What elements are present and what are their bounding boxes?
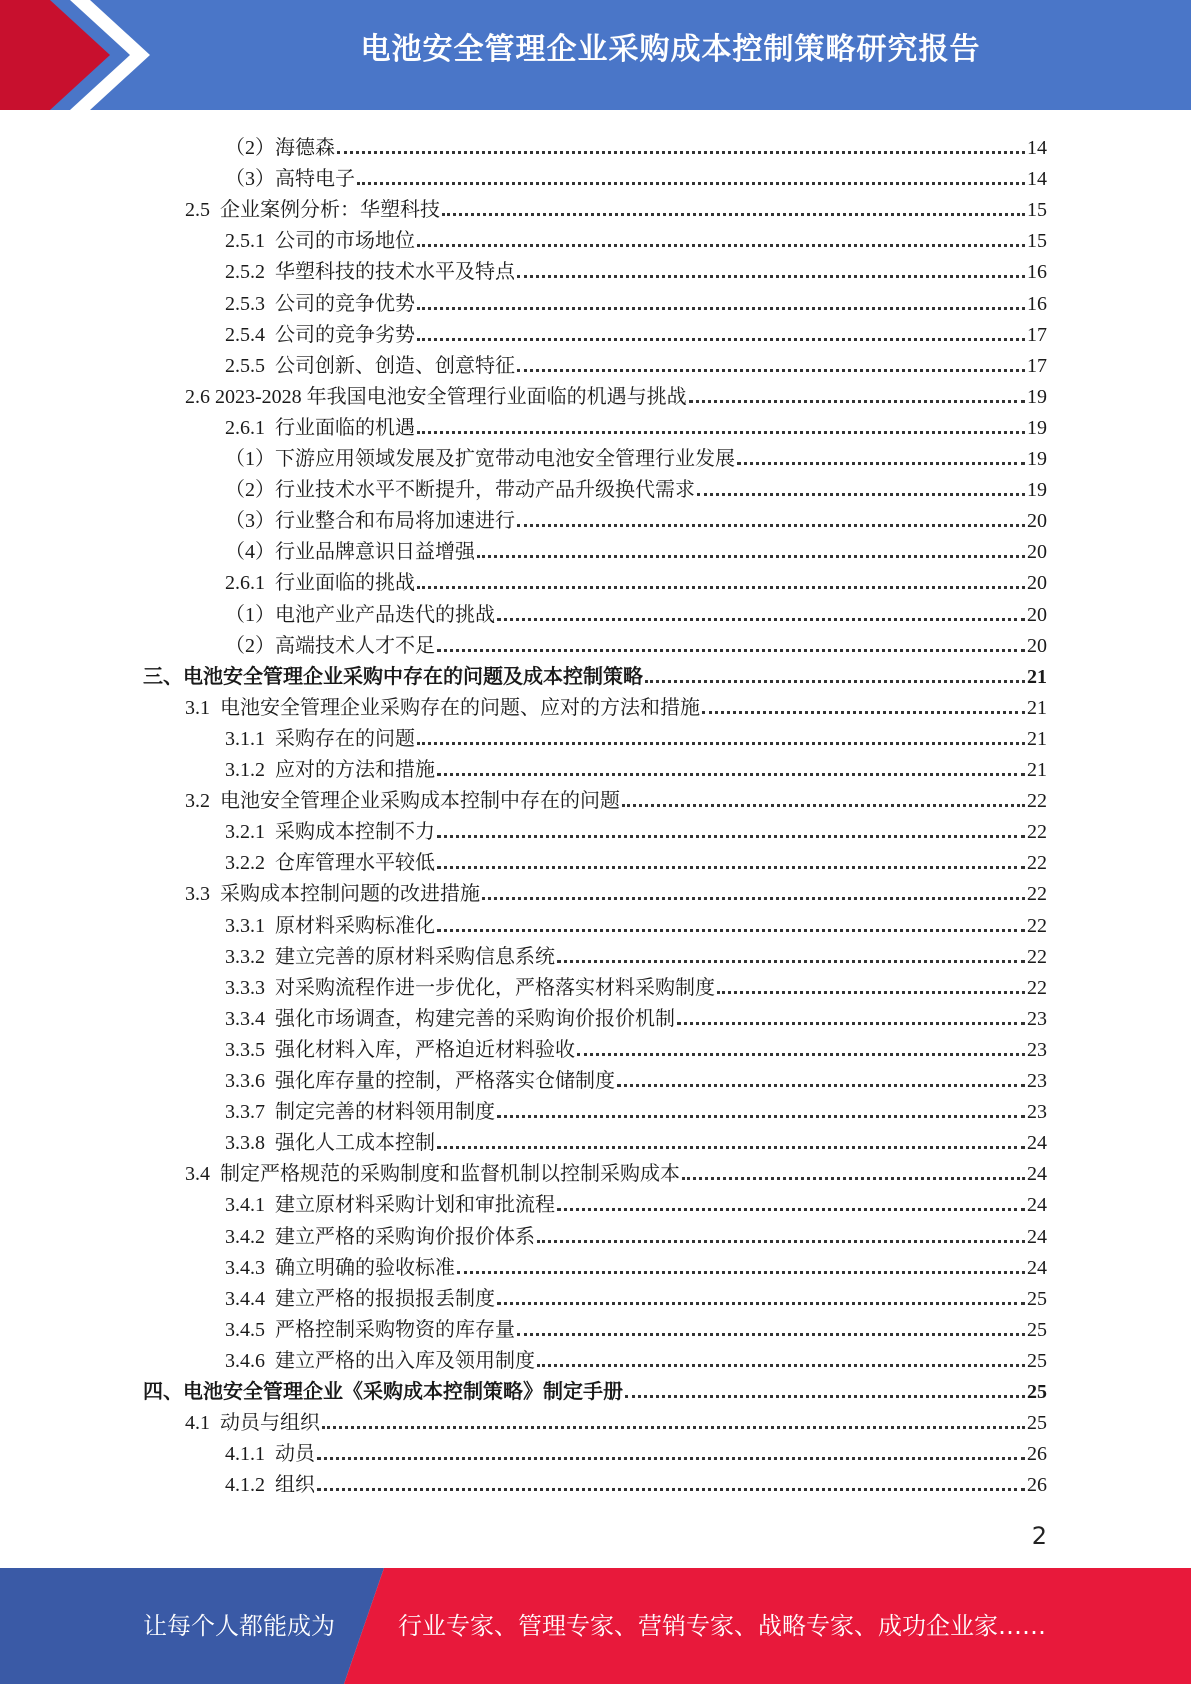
- toc-entry[interactable]: [225, 533, 1047, 564]
- toc-entry-number: 4.1: [185, 1412, 210, 1434]
- toc-entry[interactable]: [225, 1031, 1047, 1062]
- toc-dot-leader: [417, 586, 1025, 589]
- toc-entry-title: 采购存在的问题: [275, 728, 415, 750]
- toc-entry-page: 19: [1027, 479, 1047, 501]
- toc-dot-leader: [417, 742, 1025, 745]
- toc-entry[interactable]: [185, 1404, 1047, 1435]
- toc-entry-number: 3.4.6: [225, 1350, 265, 1372]
- toc-entry-title: 强化库存量的控制，严格落实仓储制度: [275, 1070, 615, 1092]
- toc-entry-title: （2）海德森: [225, 137, 335, 159]
- toc-dot-leader: [517, 524, 1025, 527]
- toc-entry-title: 建立完善的原材料采购信息系统: [275, 946, 555, 968]
- toc-entry[interactable]: [225, 1466, 1047, 1497]
- toc-entry-title: 2.6 2023-2028 年我国电池安全管理行业面临的机遇与挑战: [185, 386, 687, 408]
- toc-dot-leader: [697, 493, 1025, 496]
- toc-entry-page: 22: [1027, 883, 1047, 905]
- toc-entry-title: 动员: [275, 1443, 315, 1465]
- toc-entry-title: 建立严格的报损报丢制度: [275, 1288, 495, 1310]
- toc-dot-leader: [617, 1084, 1025, 1087]
- toc-entry-page: 16: [1027, 261, 1047, 283]
- toc-dot-leader: [497, 618, 1025, 621]
- toc-entry-title: 建立严格的采购询价报价体系: [275, 1226, 535, 1248]
- toc-entry-number: 3.1: [185, 697, 210, 719]
- toc-dot-leader: [682, 1177, 1025, 1180]
- toc-dot-leader: [577, 1053, 1025, 1056]
- page-footer: [0, 1568, 1191, 1684]
- toc-entry-number: 3.3.3: [225, 977, 265, 999]
- toc-entry[interactable]: [225, 720, 1047, 751]
- toc-entry[interactable]: [185, 191, 1047, 222]
- toc-entry-number: 3.2.1: [225, 821, 265, 843]
- toc-dot-leader: [322, 1426, 1025, 1429]
- toc-dot-leader: [417, 307, 1025, 310]
- toc-dot-leader: [557, 1208, 1025, 1211]
- toc-dot-leader: [517, 369, 1025, 372]
- toc-entry-page: 25: [1027, 1381, 1047, 1403]
- toc-entry[interactable]: [225, 285, 1047, 316]
- toc-entry-page: 23: [1027, 1070, 1047, 1092]
- toc-dot-leader: [437, 649, 1025, 652]
- toc-entry[interactable]: [225, 938, 1047, 969]
- toc-entry-title: 动员与组织: [220, 1412, 320, 1434]
- toc-entry-page: 20: [1027, 635, 1047, 657]
- toc-entry-page: 19: [1027, 386, 1047, 408]
- toc-entry-title: 仓库管理水平较低: [275, 852, 435, 874]
- toc-entry-title: 采购成本控制问题的改进措施: [220, 883, 480, 905]
- toc-dot-leader: [702, 711, 1025, 714]
- toc-entry-number: 2.6.1: [225, 572, 265, 594]
- toc-entry[interactable]: [225, 129, 1047, 160]
- toc-entry-number: 3.2.2: [225, 852, 265, 874]
- toc-entry-title: 强化市场调查，构建完善的采购询价报价机制: [275, 1008, 675, 1030]
- toc-entry-page: 21: [1027, 697, 1047, 719]
- toc-entry[interactable]: [225, 1093, 1047, 1124]
- toc-entry-title: 组织: [275, 1474, 315, 1496]
- toc-entry-title: 建立严格的出入库及领用制度: [275, 1350, 535, 1372]
- toc-entry-number: 3.1.2: [225, 759, 265, 781]
- toc-entry-title: 公司的竞争劣势: [275, 324, 415, 346]
- toc-entry-title: 制定完善的材料领用制度: [275, 1101, 495, 1123]
- toc-entry-title: （4）行业品牌意识日益增强: [225, 541, 475, 563]
- toc-entry-number: 3.3.2: [225, 946, 265, 968]
- toc-entry-title: 严格控制采购物资的库存量: [275, 1319, 515, 1341]
- toc-entry-number: 2.6.1: [225, 417, 265, 439]
- toc-dot-leader: [317, 1457, 1025, 1460]
- report-title: 电池安全管理企业采购成本控制策略研究报告: [360, 32, 981, 67]
- toc-entry-number: 2.5.1: [225, 230, 265, 252]
- toc-entry-title: 公司的竞争优势: [275, 293, 415, 315]
- toc-entry-page: 26: [1027, 1474, 1047, 1496]
- toc-entry[interactable]: [225, 751, 1047, 782]
- toc-dot-leader: [417, 338, 1025, 341]
- toc-entry-title: 应对的方法和措施: [275, 759, 435, 781]
- toc-entry-title: （1）电池产业产品迭代的挑战: [225, 604, 495, 626]
- toc-dot-leader: [517, 275, 1025, 278]
- toc-dot-leader: [645, 680, 1025, 683]
- toc-entry[interactable]: [225, 1435, 1047, 1466]
- toc-entry-page: 17: [1027, 324, 1047, 346]
- toc-entry-title: 建立原材料采购计划和审批流程: [275, 1194, 555, 1216]
- toc-entry-number: 2.5: [185, 199, 210, 221]
- toc-entry[interactable]: [225, 907, 1047, 938]
- toc-dot-leader: [437, 929, 1025, 932]
- toc-entry[interactable]: [225, 347, 1047, 378]
- toc-entry[interactable]: [225, 316, 1047, 347]
- toc-entry-page: 22: [1027, 915, 1047, 937]
- toc-entry[interactable]: [185, 378, 1047, 409]
- toc-entry-page: 22: [1027, 852, 1047, 874]
- toc-entry[interactable]: [225, 1311, 1047, 1342]
- footer-slogan-right: 行业专家、管理专家、营销专家、战略专家、成功企业家……: [398, 1612, 1046, 1640]
- toc-entry-page: 24: [1027, 1194, 1047, 1216]
- toc-dot-leader: [477, 555, 1025, 558]
- toc-entry-number: 3.4: [185, 1163, 210, 1185]
- toc-entry[interactable]: [225, 627, 1047, 658]
- toc-entry[interactable]: [225, 813, 1047, 844]
- toc-entry-number: 3.3: [185, 883, 210, 905]
- toc-entry-number: 3.3.8: [225, 1132, 265, 1154]
- toc-dot-leader: [537, 1240, 1025, 1243]
- toc-entry-number: 3.3.6: [225, 1070, 265, 1092]
- toc-entry-number: 3.3.5: [225, 1039, 265, 1061]
- toc-entry-title: 三、电池安全管理企业采购中存在的问题及成本控制策略: [143, 666, 643, 688]
- toc-entry-title: （3）行业整合和布局将加速进行: [225, 510, 515, 532]
- toc-dot-leader: [517, 1333, 1025, 1336]
- toc-entry[interactable]: [225, 844, 1047, 875]
- toc-entry-number: 3.2: [185, 790, 210, 812]
- toc-entry[interactable]: [225, 471, 1047, 502]
- toc-dot-leader: [689, 400, 1025, 403]
- toc-dot-leader: [337, 151, 1025, 154]
- toc-dot-leader: [557, 960, 1025, 963]
- toc-dot-leader: [482, 897, 1025, 900]
- toc-entry-number: 4.1.1: [225, 1443, 265, 1465]
- toc-entry-page: 24: [1027, 1132, 1047, 1154]
- toc-entry[interactable]: [185, 782, 1047, 813]
- toc-entry[interactable]: [225, 409, 1047, 440]
- toc-entry-page: 23: [1027, 1008, 1047, 1030]
- toc-entry-number: 3.4.3: [225, 1257, 265, 1279]
- toc-entry-title: （2）行业技术水平不断提升，带动产品升级换代需求: [225, 479, 695, 501]
- toc-dot-leader: [537, 1364, 1025, 1367]
- toc-entry-number: 3.3.4: [225, 1008, 265, 1030]
- toc-entry-page: 17: [1027, 355, 1047, 377]
- toc-entry[interactable]: [225, 1218, 1047, 1249]
- toc-entry-page: 23: [1027, 1101, 1047, 1123]
- toc-dot-leader: [497, 1302, 1025, 1305]
- toc-entry-page: 20: [1027, 541, 1047, 563]
- toc-entry[interactable]: [185, 1155, 1047, 1186]
- toc-entry-title: 采购成本控制不力: [275, 821, 435, 843]
- toc-entry-number: 2.5.4: [225, 324, 265, 346]
- toc-dot-leader: [437, 866, 1025, 869]
- toc-entry-page: 14: [1027, 137, 1047, 159]
- toc-entry-title: （2）高端技术人才不足: [225, 635, 435, 657]
- toc-entry-page: 24: [1027, 1163, 1047, 1185]
- toc-entry-number: 3.3.1: [225, 915, 265, 937]
- toc-entry-number: 3.3.7: [225, 1101, 265, 1123]
- toc-entry-number: 3.1.1: [225, 728, 265, 750]
- toc-entry-page: 19: [1027, 417, 1047, 439]
- toc-entry[interactable]: [225, 1342, 1047, 1373]
- toc-entry-title: 制定严格规范的采购制度和监督机制以控制采购成本: [220, 1163, 680, 1185]
- toc-entry-title: 公司的市场地位: [275, 230, 415, 252]
- toc-entry-page: 21: [1027, 759, 1047, 781]
- footer-slogan-left: 让每个人都能成为: [143, 1612, 335, 1640]
- toc-entry-number: 3.4.2: [225, 1226, 265, 1248]
- page-number: 2: [1031, 1522, 1047, 1550]
- toc-entry-page: 25: [1027, 1319, 1047, 1341]
- toc-entry[interactable]: [185, 689, 1047, 720]
- toc-entry-title: 四、电池安全管理企业《采购成本控制策略》制定手册: [143, 1381, 623, 1403]
- toc-entry-title: 强化人工成本控制: [275, 1132, 435, 1154]
- toc-entry-title: 电池安全管理企业采购存在的问题、应对的方法和措施: [220, 697, 700, 719]
- toc-entry-title: （3）高特电子: [225, 168, 355, 190]
- toc-entry-page: 22: [1027, 946, 1047, 968]
- toc-entry-page: 21: [1027, 728, 1047, 750]
- toc-entry-title: 行业面临的挑战: [275, 572, 415, 594]
- toc-entry[interactable]: [225, 1124, 1047, 1155]
- toc-entry-page: 15: [1027, 230, 1047, 252]
- toc-entry[interactable]: [225, 564, 1047, 595]
- toc-dot-leader: [437, 773, 1025, 776]
- toc-entry-page: 20: [1027, 572, 1047, 594]
- toc-entry-page: 22: [1027, 977, 1047, 999]
- toc-entry-title: 行业面临的机遇: [275, 417, 415, 439]
- toc-entry[interactable]: [225, 1000, 1047, 1031]
- toc-entry-page: 23: [1027, 1039, 1047, 1061]
- toc-entry-page: 22: [1027, 821, 1047, 843]
- toc-entry-title: 电池安全管理企业采购成本控制中存在的问题: [220, 790, 620, 812]
- toc-entry[interactable]: [225, 1249, 1047, 1280]
- toc-entry-title: （1）下游应用领域发展及扩宽带动电池安全管理行业发展: [225, 448, 735, 470]
- toc-entry-page: 24: [1027, 1226, 1047, 1248]
- toc-entry-title: 公司创新、创造、创意特征: [275, 355, 515, 377]
- toc-dot-leader: [437, 1146, 1025, 1149]
- toc-entry[interactable]: [225, 969, 1047, 1000]
- toc-entry-title: 企业案例分析：华塑科技: [220, 199, 440, 221]
- toc-entry-page: 21: [1027, 666, 1047, 688]
- toc-entry-number: 2.5.5: [225, 355, 265, 377]
- toc-dot-leader: [622, 804, 1025, 807]
- toc-entry-title: 确立明确的验收标准: [275, 1257, 455, 1279]
- toc-dot-leader: [437, 835, 1025, 838]
- toc-entry-page: 26: [1027, 1443, 1047, 1465]
- toc-dot-leader: [625, 1395, 1025, 1398]
- toc-entry-title: 原材料采购标准化: [275, 915, 435, 937]
- toc-entry-title: 华塑科技的技术水平及特点: [275, 261, 515, 283]
- toc-dot-leader: [317, 1488, 1025, 1491]
- toc-entry-page: 15: [1027, 199, 1047, 221]
- toc-entry-number: 2.5.2: [225, 261, 265, 283]
- toc-entry[interactable]: [225, 160, 1047, 191]
- toc-entry[interactable]: [185, 875, 1047, 906]
- toc-dot-leader: [417, 244, 1025, 247]
- toc-entry-number: 4.1.2: [225, 1474, 265, 1496]
- toc-entry-number: 3.4.5: [225, 1319, 265, 1341]
- page-header: [0, 0, 1191, 110]
- toc-dot-leader: [357, 182, 1025, 185]
- toc-entry-page: 25: [1027, 1350, 1047, 1372]
- toc-dot-leader: [497, 1115, 1025, 1118]
- toc-dot-leader: [442, 213, 1025, 216]
- toc-entry[interactable]: [143, 1373, 1047, 1404]
- toc-entry-page: 25: [1027, 1288, 1047, 1310]
- toc-entry[interactable]: [225, 1186, 1047, 1217]
- toc-entry[interactable]: [143, 658, 1047, 689]
- toc-entry[interactable]: [225, 596, 1047, 627]
- toc-entry-title: 强化材料入库，严格迫近材料验收: [275, 1039, 575, 1061]
- toc-dot-leader: [417, 431, 1025, 434]
- toc-entry-title: 对采购流程作进一步优化，严格落实材料采购制度: [275, 977, 715, 999]
- toc-entry[interactable]: [225, 253, 1047, 284]
- toc-entry-page: 22: [1027, 790, 1047, 812]
- toc-entry[interactable]: [225, 440, 1047, 471]
- toc-entry-page: 24: [1027, 1257, 1047, 1279]
- toc-entry[interactable]: [225, 222, 1047, 253]
- toc-entry[interactable]: [225, 1062, 1047, 1093]
- toc-dot-leader: [737, 462, 1025, 465]
- toc-entry-number: 2.5.3: [225, 293, 265, 315]
- toc-entry-number: 3.4.4: [225, 1288, 265, 1310]
- toc-entry-page: 25: [1027, 1412, 1047, 1434]
- toc-entry[interactable]: [225, 502, 1047, 533]
- toc-dot-leader: [717, 991, 1025, 994]
- toc-entry-page: 16: [1027, 293, 1047, 315]
- toc-entry-page: 14: [1027, 168, 1047, 190]
- toc-entry-page: 20: [1027, 604, 1047, 626]
- toc-entry-page: 19: [1027, 448, 1047, 470]
- toc-dot-leader: [457, 1271, 1025, 1274]
- toc-dot-leader: [677, 1022, 1025, 1025]
- toc-entry-page: 20: [1027, 510, 1047, 532]
- toc-entry[interactable]: [225, 1280, 1047, 1311]
- toc-entry-number: 3.4.1: [225, 1194, 265, 1216]
